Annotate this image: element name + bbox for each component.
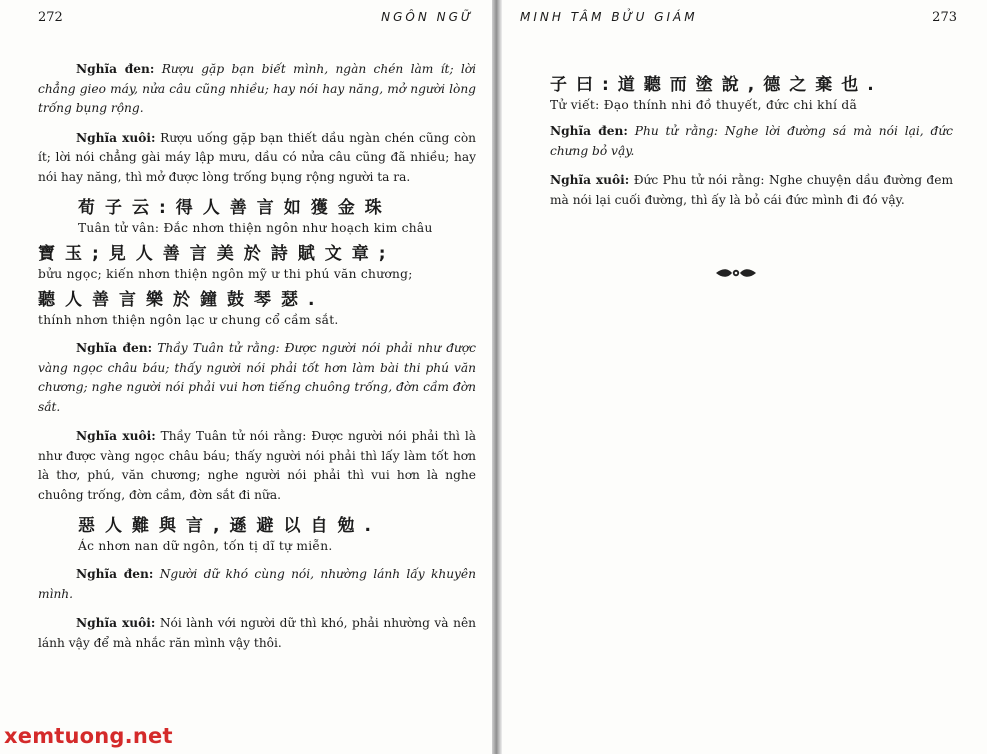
paragraph-text: Người dữ khó cùng nói, nhường lánh lấy khuyên mình. (38, 567, 476, 601)
chinese-quote-line: 聽人善言樂於鐘鼓琴瑟. (38, 290, 325, 310)
right-page-body (550, 68, 953, 220)
right-page (502, 0, 987, 754)
paragraph-text: Nói lành với người dữ thì khó, phải nhường và nên lánh vậy để mà nhắc răn mình vậy thôi. (38, 616, 477, 650)
paragraph-text: Rượu uống gặp bạn thiết dầu ngàn chén cũng còn ít; lời nói chẳng gài máy lập mưu, dầu có nửa câu cũng đã nhiều; hay nói hay năng, thì mở được lòng trống bụng rộng người ta ra. (38, 130, 477, 184)
chinese-quote-line: 惡人難與言,遜避以自勉. (78, 516, 381, 536)
left-page (0, 0, 492, 754)
book-gutter (492, 0, 502, 754)
paragraph-label: Nghĩa đen: (550, 124, 628, 138)
plain-meaning-paragraph-3 (38, 614, 476, 653)
literal-meaning-paragraph (550, 122, 953, 161)
left-page-body (38, 60, 476, 663)
paragraph-label: Nghĩa đen: (76, 567, 154, 581)
literal-meaning-paragraph-3 (38, 565, 476, 604)
paragraph-label: Nghĩa xuôi: (76, 429, 156, 443)
literal-meaning-paragraph-1 (38, 60, 476, 119)
paragraph-label: Nghĩa đen: (76, 341, 153, 355)
paragraph-label: Nghĩa xuôi: (76, 616, 156, 630)
romanized-quote-line: Tử viết: Đạo thính nhi đồ thuyết, đức chi khí dã (550, 98, 858, 112)
right-page-number: 273 (932, 10, 957, 25)
plain-meaning-paragraph-2 (38, 427, 476, 505)
plain-meaning-paragraph (550, 171, 953, 210)
paragraph-text: Đức Phu tử nói rằng: Nghe chuyện dầu đường đem mà nói lại cuối đường, thì ấy là bỏ cái đức mình đi đó vậy. (550, 173, 953, 207)
chinese-quote-line: 寶玉;見人善言美於詩賦文章; (38, 244, 396, 264)
paragraph-label: Nghĩa xuôi: (550, 173, 630, 187)
romanized-quote-line: Ác nhơn nan dữ ngôn, tốn tị dĩ tự miễn. (78, 539, 333, 553)
plain-meaning-paragraph-1 (38, 129, 476, 188)
left-page-number: 272 (38, 10, 63, 25)
left-running-head: NGÔN NGỮ (381, 10, 474, 24)
paragraph-text: Rượu gặp bạn biết mình, ngàn chén làm ít; lời chẳng gieo máy, nửa câu cũng nhiều; hay nói hay năng, mở người lòng trống bụng rộng. (38, 62, 477, 115)
paragraph-label: Nghĩa xuôi: (76, 130, 156, 145)
literal-meaning-paragraph-2 (38, 339, 476, 417)
chinese-quote-line: 子曰:道聽而塗說,德之棄也. (550, 75, 883, 95)
paragraph-label: Nghĩa đen: (76, 62, 155, 76)
paragraph-text: Phu tử rằng: Nghe lời đường sá mà nói lại, đức chưng bỏ vậy. (550, 124, 953, 158)
site-watermark: xemtuong.net (4, 724, 173, 748)
romanized-quote-line: Tuân tử vân: Đắc nhơn thiện ngôn như hoạch kim châu (78, 221, 433, 235)
romanized-quote-line: bửu ngọc; kiến nhơn thiện ngôn mỹ ư thi phú văn chương; (38, 267, 413, 281)
right-running-head: MINH TÂM BỬU GIÁM (520, 10, 698, 24)
paragraph-text: Thầy Tuân tử rằng: Được người nói phải như được vàng ngọc châu báu; thấy người nói phải tốt hơn làm bài thi phú văn chương; nghe người nói phải vui hơn tiếng chuông trống, đờn cầm đờn sắt. (38, 341, 477, 414)
fleuron-ornament-icon (714, 266, 758, 280)
paragraph-text: Thầy Tuân tử nói rằng: Được người nói phải thì là như được vàng ngọc châu báu; thấy người nói phải thì lấy làm tốt hơn là thơ, phú, văn chương; nghe người nói phải thì vui hơn là nghe chuông trống, đờn cầm, đờn sắt đi nữa. (38, 429, 476, 502)
chinese-quote-line: 荀子云:得人善言如獲金珠 (78, 198, 392, 218)
romanized-quote-line: thính nhơn thiện ngôn lạc ư chung cổ cầm sắt. (38, 313, 339, 327)
